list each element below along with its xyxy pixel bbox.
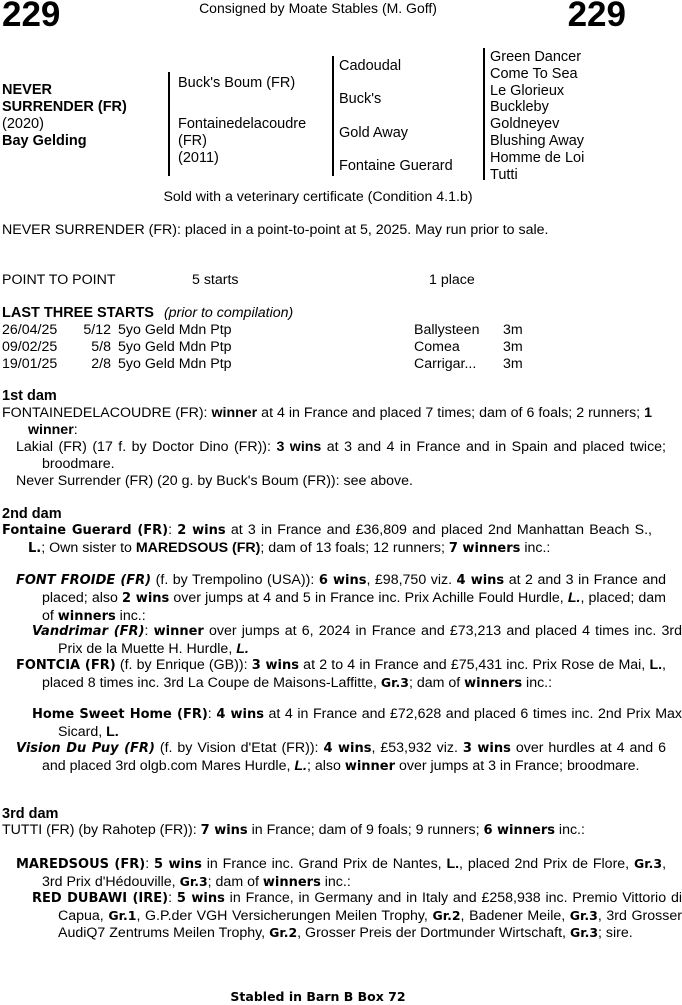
text-run: winner (211, 405, 258, 421)
pedigree-gen3-7: Tutti (490, 166, 518, 183)
text-run: ; dam of (408, 674, 465, 691)
pedigree-gen3 (490, 49, 584, 183)
pedigree-gen3-3: Buckleby (490, 99, 549, 116)
text-run: inc.: (522, 674, 553, 691)
text-run: , placed 2nd Prix de Flore, (459, 856, 634, 872)
text-run: L. (28, 540, 42, 556)
text-run: over jumps at 3 in France; broodmare. (395, 757, 640, 774)
text-run: 2 wins (122, 590, 170, 606)
dam1-para1 (2, 405, 652, 439)
text-run: FONTCIA (FR) (16, 658, 116, 673)
text-run: (f. by Trempolino (USA)): (151, 572, 319, 588)
text-run: at 3 in France and £36,809 and placed 2nd Manhattan Beach S., (225, 522, 653, 538)
pedigree-gen2-1: Buck's (339, 91, 382, 107)
text-run: 4 wins (456, 573, 505, 588)
summary-paragraph: NEVER SURRENDER (FR): placed in a point-to-point at 5, 2025. May run prior to sale. (2, 222, 549, 238)
pedigree-gen3-0: Green Dancer (490, 49, 582, 65)
text-run: in France, in Germany and in Italy and £258,938 inc. Premio Vittorio di Capua, (58, 890, 682, 924)
text-run: TUTTI (FR) (by Rahotep (FR)): (2, 822, 201, 838)
pedigree-gen3-2: Le Glorieux (490, 82, 565, 99)
text-run: at 2 to 4 in France and £75,431 inc. Prix Rose de Mai, (299, 657, 650, 673)
text-run: ; Own sister to (41, 539, 136, 556)
text-run: , £53,932 viz. (371, 740, 463, 756)
text-run: : (168, 890, 177, 906)
pedigree-gen3-1: Come To Sea (490, 65, 578, 82)
text-run: inc.: (520, 539, 551, 556)
horse-info (2, 82, 127, 150)
text-run: L. (567, 589, 581, 606)
start-row (2, 339, 632, 356)
text-run: (f. by Vision d'Etat (FR)): (154, 740, 324, 756)
dam2-title: 2nd dam (2, 506, 62, 522)
start-pos: 5/12 (83, 322, 111, 338)
text-run: winners (262, 874, 321, 890)
text-run: 1 winner (28, 405, 652, 438)
text-run: inc.: (115, 607, 146, 624)
text-run: Gr.2 (432, 907, 461, 923)
text-run: : (207, 706, 217, 722)
text-run: at 4 in France and £72,628 and placed 6 times inc. 2nd Prix Max Sicard, (58, 706, 682, 740)
start-dist: 3m (503, 322, 523, 338)
text-run: in France inc. Grand Prix de Nantes, (201, 856, 447, 872)
text-run: ; dam of (207, 873, 263, 890)
start-race: 5yo Geld Mdn Ptp (118, 322, 232, 338)
start-course: Ballysteen (414, 322, 480, 338)
text-run: MAREDSOUS (FR) (135, 539, 261, 556)
dam1-para3: Never Surrender (FR) (20 g. by Buck's Boum (FR)): see above. (16, 473, 413, 489)
text-run: winner (153, 624, 204, 639)
pedigree-line-1 (168, 72, 170, 176)
dam1-title: 1st dam (2, 388, 57, 404)
text-run: at 3 and 4 in France and in Spain and placed twice; broodmare. (42, 439, 666, 472)
text-run: winners (57, 608, 116, 624)
text-run: ; dam of 13 foals; 12 runners; (260, 539, 449, 556)
pedigree-gen2-0: Cadoudal (339, 58, 402, 74)
dam3-para3 (2, 890, 682, 941)
start-race: 5yo Geld Mdn Ptp (118, 356, 232, 372)
consignor: Consigned by Moate Stables (M. Goff) (199, 0, 437, 16)
text-run: winner (344, 758, 396, 774)
vet-note: Sold with a veterinary certificate (Condition 4.1.b) (163, 189, 473, 205)
pedigree-gen3-4: Goldneyev (490, 116, 560, 133)
text-run: , G.P.der VGH Versicherungen Meilen Trophy, (136, 907, 433, 924)
text-run: Gr.1 (108, 907, 137, 923)
text-run: , 3rd Grosser AudiQ7 Zentrums Meilen Trophy, (58, 907, 682, 941)
stable-location: Stabled in Barn B Box 72 (230, 989, 406, 1004)
text-run: at 2 and 3 in France and placed; also (42, 572, 667, 606)
text-run: 5 wins (154, 857, 202, 872)
text-run: over jumps at 4 and 5 in France inc. Prix Achille Fould Hurdle, (169, 589, 568, 606)
dam2-para6 (2, 740, 666, 776)
start-dist: 3m (503, 339, 523, 355)
text-run: at 4 in France and placed 7 times; dam of 6 foals; 2 runners; (257, 405, 645, 421)
pedigree-dam-line3: (2011) (178, 150, 219, 166)
dam3-para1 (2, 822, 652, 840)
text-run: : (168, 522, 178, 538)
text-run: , Badener Meile, (460, 907, 570, 924)
dam2-para2 (2, 572, 666, 625)
text-run: 7 winners (448, 540, 521, 556)
horse-sex: Bay Gelding (2, 133, 87, 149)
text-run: Lakial (FR) (17 f. by Doctor Dino (FR)): (16, 439, 277, 455)
text-run: , placed 8 times inc. 3rd La Coupe de Maisons-Laffitte, (42, 657, 666, 691)
text-run: Vandrimar (FR) (32, 624, 145, 639)
start-course: Comea (414, 339, 460, 355)
text-run: 3 wins (251, 658, 299, 673)
text-run: FONT FROIDE (FR) (16, 573, 152, 588)
ptp-places: 1 place (429, 272, 475, 288)
text-run: 4 wins (323, 741, 372, 756)
text-run: ; sire. (598, 924, 633, 941)
pedigree-line-2 (332, 56, 334, 176)
horse-name-line1: NEVER (2, 82, 52, 98)
text-run: (f. by Enrique (GB)): (115, 657, 252, 673)
text-run: Gr.3 (569, 924, 599, 940)
pedigree-gen3-6: Homme de Loi (490, 149, 585, 166)
dam3-title: 3rd dam (2, 806, 59, 822)
text-run: L. (236, 640, 249, 657)
text-run: MAREDSOUS (FR) (16, 857, 146, 872)
pedigree-dam (178, 116, 306, 167)
text-run: over hurdles at 4 and 6 and placed 3rd olgb.com Mares Hurdle, (42, 740, 667, 774)
pedigree-gen3-5: Blushing Away (490, 132, 585, 149)
text-run: 6 wins (318, 573, 367, 588)
dam1-para2 (2, 439, 666, 473)
text-run: Fontaine Guerard (FR) (2, 523, 169, 538)
text-run: in France; dam of 9 foals; 9 runners; (247, 822, 484, 838)
dam2-para5 (2, 706, 682, 741)
text-run: 3 wins (462, 741, 511, 756)
horse-name-line2: SURRENDER (FR) (2, 99, 127, 115)
pedigree-gen2-2: Gold Away (339, 125, 409, 141)
text-run: , £98,750 viz. (366, 572, 457, 588)
dam2-para3 (2, 623, 682, 658)
text-run: FONTAINEDELACOUDRE (FR): (2, 405, 212, 421)
start-race: 5yo Geld Mdn Ptp (118, 339, 232, 355)
text-run: : (144, 623, 154, 639)
text-run: Gr.2 (269, 924, 298, 940)
text-run: 4 wins (216, 707, 264, 722)
pedigree-line-3 (483, 48, 485, 180)
start-course: Carrigar... (414, 356, 477, 372)
ptp-label: POINT TO POINT (2, 272, 116, 288)
horse-year: (2020) (2, 116, 44, 132)
text-run: Gr.3 (380, 674, 409, 690)
lot-number-left: 229 (2, 0, 61, 34)
text-run: inc.: (320, 873, 351, 890)
start-pos: 2/8 (91, 356, 111, 372)
start-row (2, 322, 632, 339)
ptp-row (2, 272, 632, 289)
last-three-subtitle: (prior to compilation) (163, 305, 294, 321)
start-date: 19/01/25 (2, 356, 58, 372)
start-row (2, 356, 632, 373)
text-run: 6 winners (483, 823, 555, 838)
text-run: 5 wins (176, 891, 225, 906)
text-run: over jumps at 6, 2024 in France and £73,213 and placed 4 times inc. 3rd Prix de la Muette H. Hurdle, (58, 623, 682, 657)
text-run: Gr.3 (633, 856, 663, 871)
pedigree-dam-line1: Fontainedelacoudre (178, 116, 307, 132)
text-run: , Grosser Preis der Dortmunder Wirtschaft, (297, 924, 570, 941)
text-run: L. (649, 657, 663, 673)
start-date: 26/04/25 (2, 322, 58, 338)
text-run: : (145, 856, 154, 872)
text-run: L. (106, 723, 119, 740)
text-run: Gr.3 (179, 873, 208, 889)
text-run: 3 wins (276, 439, 322, 455)
ptp-starts: 5 starts (192, 272, 239, 288)
lot-number-right: 229 (567, 0, 626, 34)
text-run: RED DUBAWI (IRE) (32, 891, 169, 906)
pedigree-gen2-3: Fontaine Guerard (339, 158, 453, 174)
last-three-header (2, 305, 293, 322)
text-run: : (73, 421, 78, 438)
text-run: , placed; dam of (42, 589, 666, 624)
text-run: 7 wins (200, 823, 248, 838)
text-run: ; also (306, 757, 345, 774)
text-run: , 3rd Prix d'Hédouville, (42, 856, 667, 890)
text-run: Home Sweet Home (FR) (32, 707, 208, 722)
dam3-para2 (2, 856, 666, 892)
dam2-para1 (2, 522, 652, 558)
dam2-para4 (2, 657, 666, 693)
last-three-title: LAST THREE STARTS (2, 305, 154, 321)
pedigree-dam-line2: (FR) (178, 133, 207, 149)
text-run: 2 wins (177, 523, 226, 538)
pedigree-sire: Buck's Boum (FR) (178, 75, 296, 91)
text-run: Vision Du Puy (FR) (16, 741, 155, 756)
text-run: L. (294, 757, 307, 774)
text-run: inc.: (554, 822, 585, 838)
text-run: L. (446, 856, 460, 872)
text-run: winners (464, 675, 523, 691)
start-pos: 5/8 (91, 339, 111, 355)
start-dist: 3m (503, 356, 523, 372)
start-date: 09/02/25 (2, 339, 58, 355)
text-run: Gr.3 (569, 907, 598, 923)
